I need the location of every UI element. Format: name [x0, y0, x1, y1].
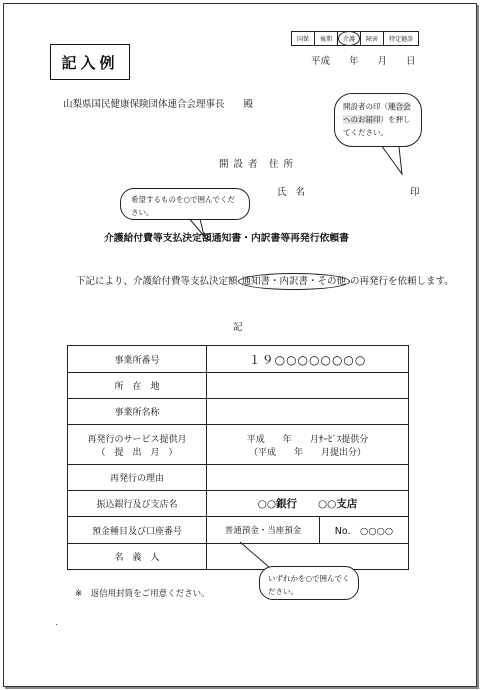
address-label: 所 在 地: [68, 373, 207, 399]
footer-dot: .: [55, 618, 58, 628]
body-circled-choice: 通知書・内訳書・その他: [238, 273, 351, 290]
account-number: No. ○○○○: [334, 526, 394, 537]
category-kokuho: 国保: [292, 32, 315, 45]
bank-label: 振込銀行及び支店名: [68, 491, 207, 517]
category-kouki: 後期: [315, 32, 338, 45]
request-table: [67, 345, 409, 570]
body-text-before: 下記により、介護給付費等支払決定額: [76, 276, 238, 287]
stamp-bubble-text-1: 開設者の印（: [343, 102, 388, 111]
category-boxes: [291, 31, 419, 46]
applicant-name-label: 氏 名: [277, 187, 309, 198]
either-bubble: いずれかを○で囲んでください。: [259, 566, 359, 600]
office-number-label: 事業所番号: [68, 346, 207, 373]
office-name-value: [207, 399, 409, 425]
account-type: 普通預金・当座預金: [207, 517, 320, 543]
account-label: 預金種目及び口座番号: [68, 517, 207, 544]
stamp-bubble-text-2: ）を押してください。: [343, 115, 411, 137]
holder-label: 名 義 人: [68, 544, 207, 570]
office-name-label: 事業所名称: [68, 399, 207, 425]
category-tokutei: 特定健診: [389, 36, 414, 43]
service-month-label: [68, 425, 207, 465]
service-month-value-1: 平成 年 月ｻｰﾋﾞｽ提供分: [246, 434, 369, 445]
service-month-value: [207, 425, 409, 465]
bank-value: ○○銀行 ○○支店: [207, 491, 409, 517]
service-month-label-1: 再発行のサービス提供月: [87, 434, 187, 445]
document-title: 介護給付費等支払決定額通知書・内訳書等再発行依頼書: [104, 233, 349, 244]
ki-heading: 記: [233, 322, 243, 333]
stamp-bubble-highlight: 連合会へのお届印: [343, 102, 411, 124]
reason-value: [207, 465, 409, 491]
date-line: 平成 年 月 日: [311, 56, 416, 67]
note: ※ 返信用封筒をご用意ください。: [75, 589, 210, 599]
addressee: 山梨県国民健康保険団体連合会理事長 殿: [63, 99, 254, 110]
address-value: [207, 373, 409, 399]
stamp-bubble: [334, 93, 422, 147]
service-month-value-2: （平成 年 月提出分）: [248, 447, 366, 458]
reason-label: 再発行の理由: [68, 465, 207, 491]
sample-title: 記入例: [50, 44, 130, 80]
seal-mark: 印: [410, 187, 420, 198]
body-line-1: [76, 273, 454, 287]
body-text-after: の再発行を依頼します。: [350, 276, 454, 287]
applicant-address-label: 開 設 者 住 所: [219, 159, 295, 170]
office-number-value: １９○○○○○○○○: [207, 346, 409, 373]
category-kaigo-circled: 介護: [338, 32, 361, 45]
category-shougai: 障害: [361, 32, 384, 45]
choice-bubble: 希望するものを○で囲んでください。: [120, 188, 250, 220]
service-month-label-2: （ 提 出 月 ）: [96, 447, 178, 458]
